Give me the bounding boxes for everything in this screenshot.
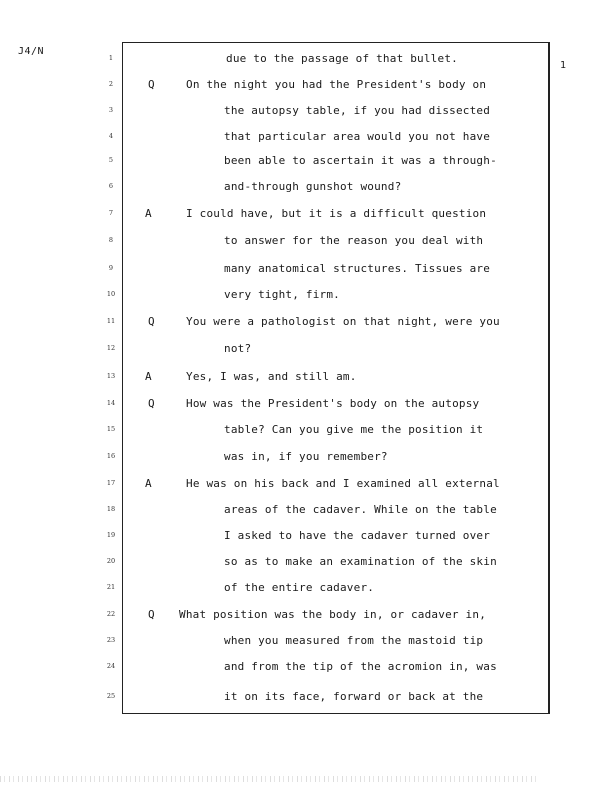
transcript-line: [0, 477, 612, 505]
transcript-line: [0, 690, 612, 718]
line-text: that particular area would you not have: [224, 130, 491, 143]
transcript-line: [0, 78, 612, 106]
line-text: How was the President's body on the autopsy: [186, 397, 480, 410]
transcript-line: [0, 52, 612, 80]
line-text: I could have, but it is a difficult question: [186, 207, 487, 220]
speaker-label: Q: [148, 397, 155, 410]
line-number: 9: [108, 264, 114, 272]
document-reference: J4/N: [18, 46, 45, 57]
transcript-line: [0, 315, 612, 343]
speaker-label: Q: [148, 315, 155, 328]
line-text: was in, if you remember?: [224, 450, 388, 463]
transcript-line: [0, 423, 612, 451]
line-text: and-through gunshot wound?: [224, 180, 402, 193]
line-number: 25: [106, 692, 116, 700]
line-text: been able to ascertain it was a through-: [224, 154, 497, 167]
line-number: 23: [106, 636, 116, 644]
speaker-label: A: [145, 370, 152, 383]
scan-noise: [0, 776, 540, 782]
line-text: What position was the body in, or cadaver in,: [179, 608, 487, 621]
transcript-line: [0, 555, 612, 583]
speaker-label: A: [145, 207, 152, 220]
transcript-line: [0, 262, 612, 290]
line-text: the autopsy table, if you had dissected: [224, 104, 491, 117]
line-text: many anatomical structures. Tissues are: [224, 262, 491, 275]
line-text: to answer for the reason you deal with: [224, 234, 484, 247]
line-text: of the entire cadaver.: [224, 581, 375, 594]
line-number: 16: [106, 452, 116, 460]
line-number: 11: [106, 317, 116, 325]
line-number: 12: [106, 344, 116, 352]
line-number: 22: [106, 610, 116, 618]
line-text: Yes, I was, and still am.: [186, 370, 357, 383]
line-text: He was on his back and I examined all external: [186, 477, 500, 490]
transcript-line: [0, 180, 612, 208]
transcript-line: [0, 634, 612, 662]
page-number: 1: [560, 60, 567, 71]
transcript-line: [0, 342, 612, 370]
transcript-line: [0, 288, 612, 316]
transcript-line: [0, 234, 612, 262]
transcript-line: [0, 370, 612, 398]
line-text: On the night you had the President's body on: [186, 78, 487, 91]
line-text: due to the passage of that bullet.: [226, 52, 458, 65]
line-number: 21: [106, 583, 116, 591]
line-number: 18: [106, 505, 116, 513]
line-number: 5: [108, 156, 114, 164]
line-text: You were a pathologist on that night, were you: [186, 315, 500, 328]
line-text: not?: [224, 342, 252, 355]
line-number: 17: [106, 479, 116, 487]
transcript-line: [0, 529, 612, 557]
transcript-line: [0, 450, 612, 478]
transcript-line: [0, 397, 612, 425]
line-number: 4: [108, 132, 114, 140]
line-number: 15: [106, 425, 116, 433]
line-text: table? Can you give me the position it: [224, 423, 484, 436]
line-number: 13: [106, 372, 116, 380]
line-number: 2: [108, 80, 114, 88]
line-number: 8: [108, 236, 114, 244]
line-text: so as to make an examination of the skin: [224, 555, 497, 568]
transcript-line: [0, 207, 612, 235]
line-number: 1: [108, 54, 114, 62]
speaker-label: Q: [148, 78, 155, 91]
line-number: 14: [106, 399, 116, 407]
line-text: areas of the cadaver. While on the table: [224, 503, 497, 516]
line-number: 20: [106, 557, 116, 565]
line-number: 19: [106, 531, 116, 539]
line-number: 7: [108, 209, 114, 217]
transcript-line: [0, 660, 612, 688]
transcript-line: [0, 104, 612, 132]
transcript-line: [0, 154, 612, 182]
speaker-label: Q: [148, 608, 155, 621]
line-text: it on its face, forward or back at the: [224, 690, 484, 703]
line-number: 10: [106, 290, 116, 298]
line-number: 24: [106, 662, 116, 670]
line-number: 6: [108, 182, 114, 190]
transcript-line: [0, 503, 612, 531]
transcript-line: [0, 581, 612, 609]
line-text: when you measured from the mastoid tip: [224, 634, 484, 647]
transcript-line: [0, 608, 612, 636]
speaker-label: A: [145, 477, 152, 490]
line-text: and from the tip of the acromion in, was: [224, 660, 497, 673]
line-text: very tight, firm.: [224, 288, 340, 301]
line-text: I asked to have the cadaver turned over: [224, 529, 491, 542]
line-number: 3: [108, 106, 114, 114]
